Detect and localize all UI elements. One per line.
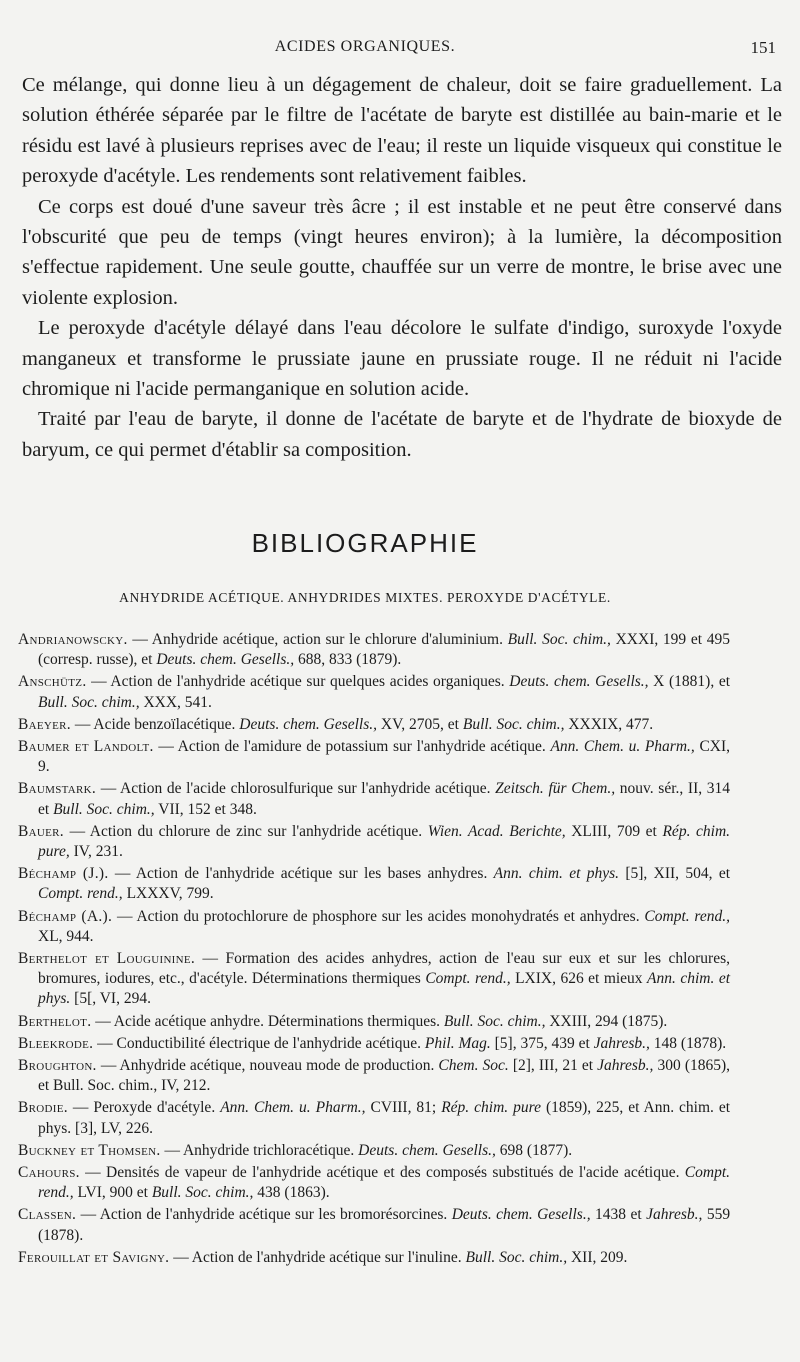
entry-author: Broughton. <box>18 1057 97 1075</box>
bibliography-entry <box>18 1163 730 1203</box>
entry-detail: 688, 833 (1879). <box>297 651 402 669</box>
entry-source: Rép. chim. pure <box>441 1099 541 1117</box>
entry-detail: 438 (1863). <box>257 1184 330 1202</box>
entry-detail: LXIX, 626 et mieux <box>515 970 643 988</box>
entry-author: Bauer. <box>18 822 64 840</box>
entry-author: Andrianowscky. <box>18 631 128 648</box>
entry-source: Ann. chim. et phys. <box>493 865 620 883</box>
bibliography-entry <box>18 672 730 712</box>
entry-source: Bull. Soc. chim., <box>443 1012 546 1030</box>
entry-text: — Action de l'amidure de potassium sur l'anhydride acétique. <box>158 738 546 756</box>
entry-detail: XL, 944. <box>38 927 94 945</box>
entry-source: Rép. chim. pure, <box>38 822 731 861</box>
entry-detail: XLIII, 709 et <box>571 822 657 840</box>
entry-source: Bull. Soc. chim., <box>53 800 155 818</box>
entry-author: Berthelot. <box>18 1012 92 1030</box>
bibliography-entry <box>18 1098 730 1138</box>
entry-text: — Formation des acides anhydres, action de l'eau sur eux et sur les chlorures, bromures, iodures, etc., d'acétyle. Déterminations thermiques <box>38 950 730 988</box>
entry-text: — Action de l'anhydride acétique sur l'inuline. <box>173 1248 462 1266</box>
entry-source: Deuts. chem. Gesells., <box>509 673 649 691</box>
entry-detail: VII, 152 et 348. <box>158 800 257 818</box>
entry-detail: nouv. sér., II, 314 et <box>38 780 731 818</box>
entry-text: — Action de l'acide chlorosulfurique sur l'anhydride acétique. <box>100 780 491 798</box>
paragraph: Ce mélange, qui donne lieu à un dégagement de chaleur, doit se faire graduellement. La solution éthérée séparée par le filtre de l'acétate de baryte est distillée au bain-marie et le résidu est lavé à plusieurs reprises avec de l'eau; il reste un liquide visqueux qui constitue le peroxyde d'acétyle. Les rendements sont relativement faibles. <box>22 74 782 188</box>
bibliography-entry <box>18 907 730 947</box>
entry-detail: CVIII, 81; <box>370 1099 437 1117</box>
paragraph: Traité par l'eau de baryte, il donne de l'acétate de baryte et de l'hydrate de bioxyde de baryum, ce qui permet d'établir sa composition. <box>22 408 782 461</box>
entry-text: — Action du chlorure de zinc sur l'anhydride acétique. <box>69 822 423 840</box>
entry-source: Bull. Soc. chim., <box>465 1248 568 1266</box>
entry-author: Bleekrode. <box>18 1034 94 1052</box>
entry-source: Bull. Soc. chim., <box>507 631 611 648</box>
bibliography-entry <box>18 1205 730 1245</box>
entry-detail: [2], III, 21 et <box>512 1057 594 1075</box>
entry-author: Ferouillat et Savigny. <box>18 1248 170 1266</box>
bibliography-entry <box>18 715 730 735</box>
entry-detail: XV, 2705, et <box>380 715 459 733</box>
entry-source: Chem. Soc. <box>438 1057 509 1075</box>
entry-source: Jahresb., <box>593 1034 650 1052</box>
entry-detail: IV, 231. <box>73 843 123 861</box>
entry-source: Deuts. chem. Gesells., <box>156 651 295 669</box>
entry-text: — Anhydride acétique, action sur le chlorure d'aluminium. <box>132 631 503 648</box>
bibliography-entry <box>18 864 730 904</box>
entry-text: — Acide benzoïlacétique. <box>74 715 236 733</box>
page-header <box>0 38 800 62</box>
bibliography-entry <box>18 1248 730 1268</box>
entry-source: Phil. Mag. <box>424 1034 491 1052</box>
entry-source: Ann. Chem. u. Pharm., <box>220 1099 366 1117</box>
entry-text: — Action de l'anhydride acétique sur les bases anhydres. <box>114 865 488 883</box>
entry-author: Cahours. <box>18 1164 80 1182</box>
entry-author: Béchamp (A.). <box>18 907 113 925</box>
entry-author: Béchamp (J.). <box>18 865 109 883</box>
entry-source: Compt. rend., <box>425 970 511 988</box>
entry-detail: XXXI, 199 et 495 (corresp. russe), et <box>38 631 731 669</box>
bibliography-entry <box>18 822 730 862</box>
entry-source: Deuts. chem. Gesells., <box>358 1141 496 1159</box>
entry-detail: CXI, 9. <box>38 738 731 776</box>
bibliography-heading: BIBLIOGRAPHIE <box>251 528 479 558</box>
bibliography-entry <box>18 1034 730 1054</box>
entry-detail: LVI, 900 et <box>77 1184 148 1202</box>
page-number: 151 <box>750 38 776 57</box>
entry-detail: 148 (1878). <box>653 1034 727 1052</box>
entry-author: Classen. <box>18 1206 77 1224</box>
entry-detail: [5], 375, 439 et <box>494 1034 590 1052</box>
entry-text: — Action du protochlorure de phosphore sur les acides monohydratés et anhydres. <box>117 907 640 925</box>
entry-source: Zeitsch. für Chem., <box>495 780 616 798</box>
entry-text: — Conductibilité électrique de l'anhydride acétique. <box>97 1034 422 1052</box>
entry-source: Jahresb., <box>646 1206 703 1224</box>
entry-source: Wien. Acad. Berichte, <box>427 822 566 840</box>
entry-detail: 698 (1877). <box>499 1141 573 1159</box>
entry-author: Brodie. <box>18 1099 68 1117</box>
bibliography-entry <box>18 779 730 819</box>
entry-source: Bull. Soc. chim., <box>151 1184 254 1202</box>
entry-source: Compt. rend., <box>38 1164 731 1202</box>
entry-detail: XXXIX, 477. <box>568 715 654 733</box>
entry-text: — Densités de vapeur de l'anhydride acétique et des composés substitués de l'acide acétique. <box>85 1164 680 1182</box>
bibliography-subheading: ANHYDRIDE ACÉTIQUE. ANHYDRIDES MIXTES. PEROXYDE D'ACÉTYLE. <box>119 590 611 605</box>
entry-detail: 1438 et <box>595 1206 642 1224</box>
entry-text: — Anhydride acétique, nouveau mode de production. <box>100 1057 435 1075</box>
entry-author: Baeyer. <box>18 715 71 733</box>
bibliography-entry <box>18 1141 730 1161</box>
paragraph: Ce corps est doué d'une saveur très âcre ; il est instable et ne peut être conservé dans l'obscurité que peu de temps (vingt heures environ); à la lumière, la décomposition s'effectue rapidement. Une seule goutte, chauffée sur un verre de montre, le brise avec une violente explosion. <box>22 195 782 309</box>
entry-detail: (1859), 225, et Ann. chim. et phys. [3], LV, 226. <box>38 1099 731 1137</box>
entry-detail: [5], XII, 504, et <box>625 865 731 883</box>
entry-text: — Action de l'anhydride acétique sur les bromorésorcines. <box>80 1206 448 1224</box>
entry-detail: X (1881), et <box>653 673 730 691</box>
entry-text: — Peroxyde d'acétyle. <box>72 1099 216 1117</box>
entry-source: Jahresb., <box>597 1057 654 1075</box>
entry-author: Baumer et Landolt. <box>18 738 154 756</box>
entry-source: Ann. chim. et phys. <box>38 970 731 1008</box>
entry-text: — Acide acétique anhydre. Déterminations thermiques. <box>95 1012 441 1030</box>
entry-detail: XXX, 541. <box>143 693 212 711</box>
entry-detail: XXIII, 294 (1875). <box>549 1012 668 1030</box>
entry-author: Baumstark. <box>18 780 97 798</box>
entry-source: Ann. Chem. u. Pharm., <box>550 738 695 756</box>
entry-author: Berthelot et Louguinine. <box>18 950 196 968</box>
entry-source: Deuts. chem. Gesells., <box>451 1206 591 1224</box>
entry-detail: 300 (1865), et Bull. Soc. chim., IV, 212. <box>38 1057 731 1095</box>
entry-source: Deuts. chem. Gesells., <box>239 715 378 733</box>
bibliography-entry <box>18 737 730 777</box>
entry-detail: [5[, VI, 294. <box>74 990 151 1008</box>
entry-source: Compt. rend., <box>38 885 123 903</box>
bibliography-entry <box>18 949 730 1010</box>
entry-text: — Anhydride trichloracétique. <box>164 1141 355 1159</box>
entry-detail: XII, 209. <box>570 1248 628 1266</box>
bibliography-entry <box>18 1012 730 1032</box>
bibliography-entry <box>18 1056 730 1096</box>
entry-text: — Action de l'anhydride acétique sur quelques acides organiques. <box>91 673 505 691</box>
entry-source: Compt. rend., <box>644 907 731 925</box>
paragraph: Le peroxyde d'acétyle délayé dans l'eau décolore le sulfate d'indigo, suroxyde l'oxyde manganeux et transforme le prussiate jaune en prussiate rouge. Il ne réduit ni l'acide chromique ni l'acide permanganique en solution acide. <box>22 317 782 401</box>
body-text <box>22 70 782 465</box>
bibliography-list <box>18 630 730 1270</box>
entry-author: Anschütz. <box>18 673 87 691</box>
entry-detail: 559 (1878). <box>38 1206 731 1244</box>
entry-author: Buckney et Thomsen. <box>18 1141 161 1159</box>
bibliography-entry <box>18 630 730 670</box>
entry-detail: LXXXV, 799. <box>126 885 214 903</box>
running-title: ACIDES ORGANIQUES. <box>274 38 456 55</box>
entry-source: Bull. Soc. chim., <box>462 715 565 733</box>
entry-source: Bull. Soc. chim., <box>38 693 140 711</box>
